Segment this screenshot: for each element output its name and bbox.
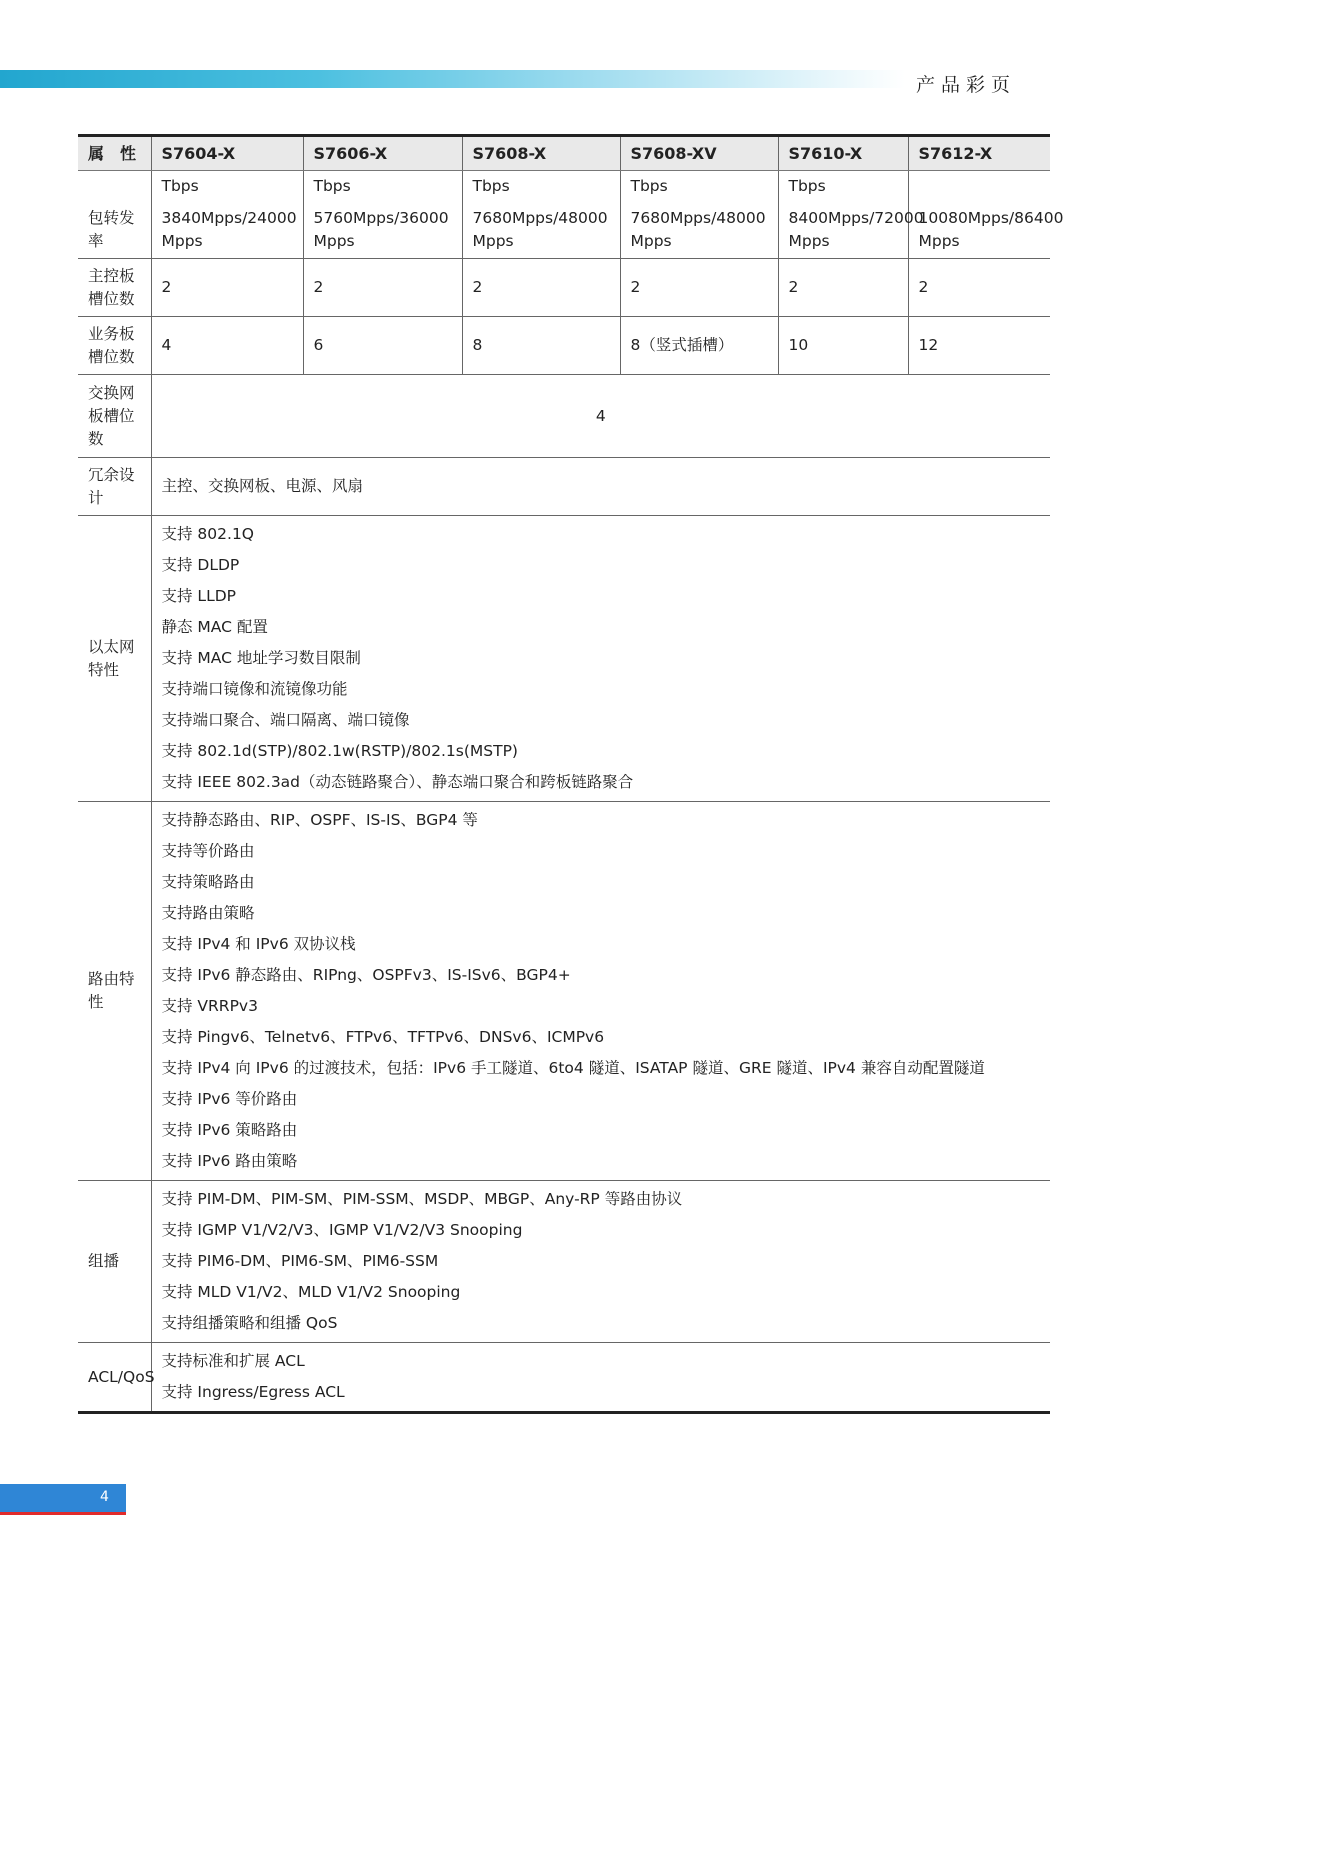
row-label: 主控板槽位数 [78, 259, 151, 317]
feature-item: 支持 802.1Q [161, 525, 255, 543]
table-row [78, 516, 1050, 802]
table-cell: 4 [151, 375, 1050, 458]
table-cell: 8 [462, 317, 620, 375]
table-cell: 3840Mpps/24000 Mpps [151, 201, 303, 259]
feature-item: 支持 IPv6 策略路由 [161, 1121, 298, 1139]
feature-item: 支持 PIM6-DM、PIM6-SM、PIM6-SSM [161, 1252, 439, 1270]
feature-item: 支持 IPv6 等价路由 [161, 1090, 298, 1108]
model-header: S7606-X [303, 136, 462, 171]
table-row [78, 171, 1050, 202]
row-label: ACL/QoS [78, 1343, 151, 1413]
spec-table [78, 134, 1064, 1414]
model-header: S7610-X [778, 136, 908, 171]
table-cell: 2 [151, 259, 303, 317]
feature-item: 支持 Ingress/Egress ACL [161, 1383, 345, 1401]
table-row [78, 317, 1050, 375]
table-cell: 7680Mpps/48000 Mpps [462, 201, 620, 259]
feature-item: 支持 PIM-DM、PIM-SM、PIM-SSM、MSDP、MBGP、Any-RP 等路由协议 [161, 1190, 683, 1208]
table-row [78, 802, 1050, 1181]
header-attr-cell: 属 性 [78, 136, 151, 171]
row-label: 以太网特性 [78, 516, 151, 802]
table-cell [908, 171, 1050, 202]
table-cell: 2 [303, 259, 462, 317]
table-cell: 7680Mpps/48000 Mpps [620, 201, 778, 259]
feature-item: 支持 DLDP [161, 556, 240, 574]
feature-item: 支持 Pingv6、Telnetv6、FTPv6、TFTPv6、DNSv6、ICMPv6 [161, 1028, 605, 1046]
page-header-title: 产品彩页 [915, 74, 1016, 96]
feature-item: 支持端口聚合、端口隔离、端口镜像 [161, 711, 410, 729]
ethernet-feature-list [162, 519, 1041, 798]
table-cell: 10 [778, 317, 908, 375]
feature-item: 支持 LLDP [161, 587, 236, 605]
feature-item: 支持标准和扩展 ACL [161, 1352, 305, 1370]
table-cell: 2 [462, 259, 620, 317]
table-row [78, 259, 1050, 317]
feature-item: 支持 VRRPv3 [161, 997, 258, 1015]
table-cell: Tbps [620, 171, 778, 202]
table-cell: 12 [908, 317, 1050, 375]
routing-feature-list [162, 805, 1041, 1177]
page-number: 4 [100, 1489, 109, 1505]
feature-item: 支持组播策略和组播 QoS [161, 1314, 338, 1332]
feature-item: 支持 IPv6 静态路由、RIPng、OSPFv3、IS-ISv6、BGP4+ [161, 966, 571, 984]
table-row [78, 201, 1050, 259]
header-gradient-bar [0, 70, 905, 88]
feature-item: 支持 IPv4 向 IPv6 的过渡技术，包括：IPv6 手工隧道、6to4 隧道、ISATAP 隧道、GRE 隧道、IPv4 兼容自动配置隧道 [161, 1059, 985, 1077]
table-cell: 主控、交换网板、电源、风扇 [151, 458, 1050, 516]
row-label: 包转发率 [78, 201, 151, 259]
feature-item: 支持静态路由、RIP、OSPF、IS-IS、BGP4 等 [161, 811, 478, 829]
table-cell: 2 [620, 259, 778, 317]
table-cell: 5760Mpps/36000 Mpps [303, 201, 462, 259]
row-label: 冗余设计 [78, 458, 151, 516]
table-cell: Tbps [462, 171, 620, 202]
row-label: 路由特性 [78, 802, 151, 1181]
table-row [78, 375, 1050, 458]
feature-item: 支持端口镜像和流镜像功能 [161, 680, 348, 698]
feature-item: 支持策略路由 [161, 873, 255, 891]
table-cell: Tbps [151, 171, 303, 202]
table-cell: Tbps [778, 171, 908, 202]
table-cell: 4 [151, 317, 303, 375]
model-header: S7604-X [151, 136, 303, 171]
table-row [78, 1343, 1050, 1413]
table-cell: 2 [778, 259, 908, 317]
feature-item: 支持 MLD V1/V2、MLD V1/V2 Snooping [161, 1283, 461, 1301]
feature-item: 支持路由策略 [161, 904, 255, 922]
table-row [78, 1181, 1050, 1343]
table-cell: Tbps [303, 171, 462, 202]
table-cell: 2 [908, 259, 1050, 317]
table-cell: 6 [303, 317, 462, 375]
row-label: 交换网板槽位数 [78, 375, 151, 458]
feature-item: 支持 802.1d(STP)/802.1w(RSTP)/802.1s(MSTP) [161, 742, 518, 760]
feature-item: 支持 MAC 地址学习数目限制 [161, 649, 361, 667]
model-header: S7608-X [462, 136, 620, 171]
feature-item: 支持 IPv6 路由策略 [161, 1152, 298, 1170]
table-cell: 10080Mpps/86400 Mpps [908, 201, 1050, 259]
table-row [78, 458, 1050, 516]
table-cell: 8（竖式插槽） [620, 317, 778, 375]
feature-item: 支持 IGMP V1/V2/V3、IGMP V1/V2/V3 Snooping [161, 1221, 523, 1239]
model-header: S7608-XV [620, 136, 778, 171]
feature-item: 静态 MAC 配置 [161, 618, 268, 636]
row-label: 业务板槽位数 [78, 317, 151, 375]
acl-feature-list [162, 1346, 1041, 1408]
feature-item: 支持 IPv4 和 IPv6 双协议栈 [161, 935, 356, 953]
table-header-row [78, 136, 1050, 171]
model-header: S7612-X [908, 136, 1050, 171]
feature-item: 支持等价路由 [161, 842, 255, 860]
multicast-feature-list [162, 1184, 1041, 1339]
table-cell: 8400Mpps/72000 Mpps [778, 201, 908, 259]
row-label: 组播 [78, 1181, 151, 1343]
feature-item: 支持 IEEE 802.3ad（动态链路聚合）、静态端口聚合和跨板链路聚合 [161, 773, 634, 791]
